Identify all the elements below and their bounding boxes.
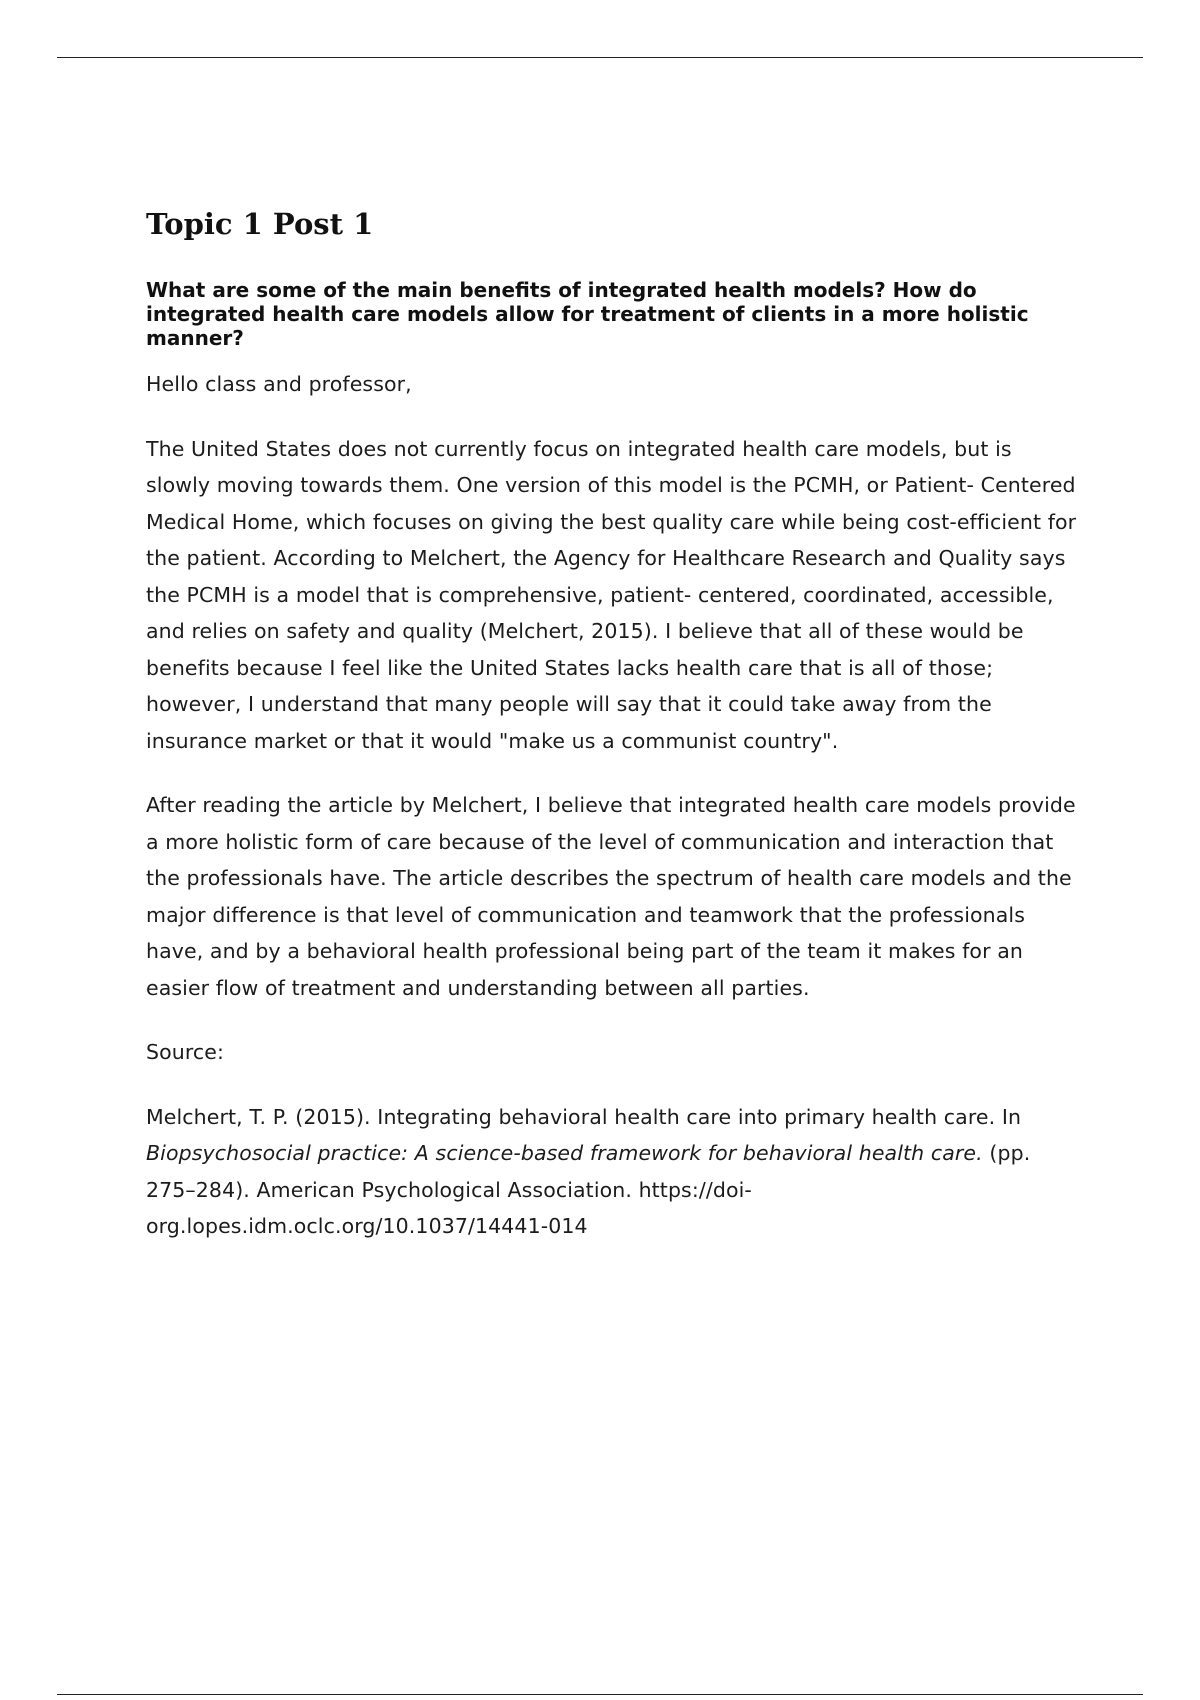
page-title: Topic 1 Post 1 (146, 207, 374, 241)
paragraph-2: After reading the article by Melchert, I believe that integrated health care models provide a more holistic form of care because of the level of communication and interaction that the professionals have. The article describes the spectrum of health care models and the major difference is that level of communication and teamwork that the professionals have, and by a behavioral health professional being part of the team it makes for an easier flow of treatment and understanding between all parties. (146, 793, 1076, 1000)
greeting: Hello class and professor, (146, 372, 412, 396)
reference-prefix: Melchert, T. P. (2015). Integrating behavioral health care into primary health care. In (146, 1104, 1022, 1129)
top-divider (57, 57, 1143, 58)
reference-citation (146, 1099, 1081, 1245)
document-body (146, 200, 1081, 1245)
paragraph-1: The United States does not currently focus on integrated health care models, but is slowly moving towards them. One version of this model is the PCMH, or Patient- Centered Medical Home, which focuses on giving the best quality care while being cost-efficient for the patient. According to Melchert, the Agency for Healthcare Research and Quality says the PCMH is a model that is comprehensive, patient- centered, coordinated, accessible, and relies on safety and quality (Melchert, 2015). I believe that all of these would be benefits because I feel like the United States lacks health care that is all of those; however, I understand that many people will say that it could take away from the insurance market or that it would "make us a communist country". (146, 436, 1077, 753)
discussion-question: What are some of the main benefits of integrated health models? How do integrated health care models allow for treatment of clients in a more holistic manner? (146, 278, 1029, 350)
reference-book-title: Biopsychosocial practice: A science-based framework for behavioral health care. (146, 1141, 983, 1165)
bottom-divider (57, 1694, 1143, 1695)
source-label: Source: (146, 1040, 225, 1064)
reference-suffix: (pp. 275–284). American Psychological Association. https://doi- org.lopes.idm.oclc.org/10.1037/14441-014 (146, 1141, 1031, 1238)
